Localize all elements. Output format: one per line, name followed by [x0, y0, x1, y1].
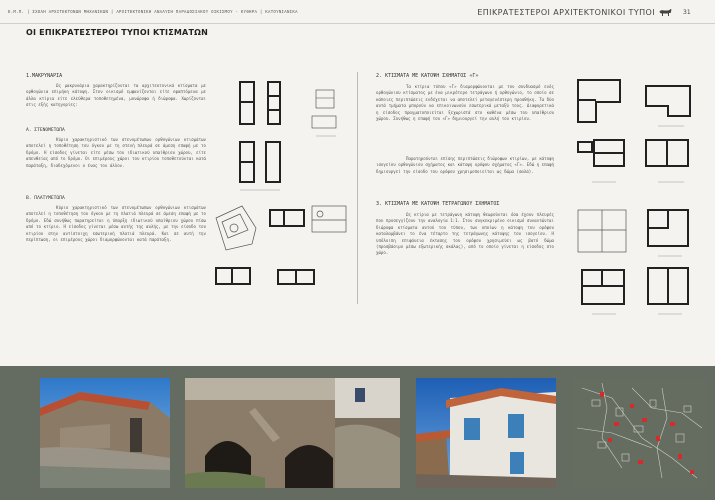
site-map-photo: [572, 378, 707, 488]
floor-plans-platymetopa: [212, 200, 352, 296]
page-title: ΟΙ ΕΠΙΚΡΑΤΕΣΤΕΡΟΙ ΤΥΠΟΙ ΚΤΙΣΜΑΤΩΝ: [26, 28, 208, 37]
floor-plans-stenometopa: [230, 78, 350, 196]
floor-plans-square: [572, 206, 698, 320]
stone-arches-photo: [185, 378, 400, 488]
section-text-makrynaria: Ως μακρυνάρια χαρακτηρίζονται τα αρχιτεκτονικά κτίσματα με ορθογώνια επιμήκη κάτοψη. Στον οικισμό εμφανίζονται είτε εφαπτόμενα με άλλα κτίρια είτε ελεύθερα τοποθετημένα, μονώροφα ή διώροφα. Χωρίζονται στις εξής κατηγορίες:: [26, 83, 206, 108]
header-bar: [0, 0, 715, 24]
breadcrumb: Ε.Μ.Π. | ΣΧΟΛΗ ΑΡΧΙΤΕΚΤΟΝΩΝ ΜΗΧΑΝΙΚΩΝ | ΑΡΧΙΤΕΚΤΟΝΙΚΗ ΑΝΑΛΥΣΗ ΠΑΡΑΔΟΣΙΑΚΟΥ ΟΙΚΙΣΜΟΥ - ΚΥΘΗΡΑ | ΚΑΤΟΥΝΙΑΝΙΚΑ: [8, 9, 298, 14]
white-house-photo: [416, 378, 556, 488]
subheading-stenometopa: Α. ΣΤΕΝΟΜΕΤΩΠΑ: [26, 128, 65, 133]
section-text-gamma: Τα κτίρια τύπου «Γ» διαμορφώνονται με τον συνδυασμό ενός ορθογώνιου κτίσματος με ένα μικρότερο τετράγωνο ή ορθογώνιο, το οποίο σε κάποιες περιπτώσεις ενδέχεται να αποτελεί μεταγενέστερη προσθήκη. Τα δύο αυτά τμήματα μπορούν να επικοινωνούν εσωτερικά μεταξύ τους. Διαφορετικά η είσοδος πραγματοποιείται ξεχωριστά στο καθένα μέσω του υπαίθριου χώρου. Συνήθως η επαφή του «Γ» δημιουργεί την αυλή του κτιρίου.: [376, 84, 554, 122]
stone-house-photo: [40, 378, 170, 488]
subsection-text-platymetopa: Κύριο χαρακτηριστικό των στενομέτωπων ορθογώνιων κτισμάτων αποτελεί η τοποθέτηση του όγκου με τη πλατιά πλευρά σε άμεση επαφή με το δρόμο. Εδώ συνήθως παρατηρείται η ύπαρξη ιδιωτικού υπαίθριου χώρου πίσω από το κτίριο. Η είσοδος γίνεται μέσω αυτής της αυλής, με την είσοδο του κτιρίου στην αντίστοιχη εσωτερική πλατιά πλευρά. Και σε αυτή την περίπτωση, οι επιμέρους χώροι διαμορφώνονται κατά παράταξη.: [26, 205, 206, 243]
section-text-square: Ως κτίρια με τετράγωνη κάτοψη θεωρούνται όσα έχουν πλευρές που προσεγγίζουν την αναλογία 1:1. Στον συγκεκριμένο οικισμό συναντώνται διώροφα κτίσματα αυτού του τύπου, των οποίων η κάτοψη του ορόφου καταλαμβάνει το ένα τέταρτο της τετράγωνης κάτοψης του ισογείου. Η υπόλοιπη επιφάνεια έκτασης του ορόφου χρησιμεύει ως βατό δώμα (προσβάσιμο μέσω εξωτερικής σκάλας), από το οποίο γίνεται η είσοδος στο χώρο.: [376, 212, 554, 256]
goat-icon: [658, 8, 672, 17]
section-heading-makrynaria: 1.ΜΑΚΡΥΝΑΡΙΑ: [26, 73, 63, 79]
page-number: 31: [683, 9, 691, 16]
section-heading-square: 3. ΚΤΙΣΜΑΤΑ ΜΕ ΚΑΤΟΨΗ ΤΕΤΡΑΓΩΝΟΥ ΣΧΗΜΑΤΟΣ: [376, 201, 500, 207]
header-title: ΕΠΙΚΡΑΤΕΣΤΕΡΟΙ ΑΡΧΙΤΕΚΤΟΝΙΚΟΙ ΤΥΠΟΙ: [477, 8, 655, 17]
section-heading-gamma: 2. ΚΤΙΣΜΑΤΑ ΜΕ ΚΑΤΟΨΗ ΣΧΗΜΑΤΟΣ «Γ»: [376, 73, 479, 79]
section-text-gamma-2: Παρατηρούνται επίσης περιπτώσεις διώροφων κτιρίων, με κάτοψη ισογείου ορθογώνιου σχήματος και κάτοψη ορόφου σχήματος «Γ». Εδώ η επαφή δημιουργεί την είσοδο του ορόφου χρησιμοποιείται ως δώμα (σαλά).: [376, 156, 554, 174]
subsection-text-stenometopa: Κύριο χαρακτηριστικό των στενομέτωπων ορθογώνιων κτισμάτων αποτελεί η τοποθέτηση του όγκου με τη στενή πλευρά σε άμεση επαφή με το δρόμο. Η είσοδος γίνεται είτε μέσω του ιδιωτικού υπαίθριου χώρου, είτε απευθείας από το δρόμο. Οι επιμέρους χώροι του κτιρίου τοποθετούνται κατά παράταξη, διαδεχόμενοι ο ένας τον άλλον.: [26, 137, 206, 168]
photo-band: [0, 366, 715, 500]
column-divider: [357, 72, 358, 304]
floor-plans-gamma: [572, 76, 698, 192]
subheading-platymetopa: Β. ΠΛΑΤΥΜΕΤΩΠΑ: [26, 196, 65, 201]
